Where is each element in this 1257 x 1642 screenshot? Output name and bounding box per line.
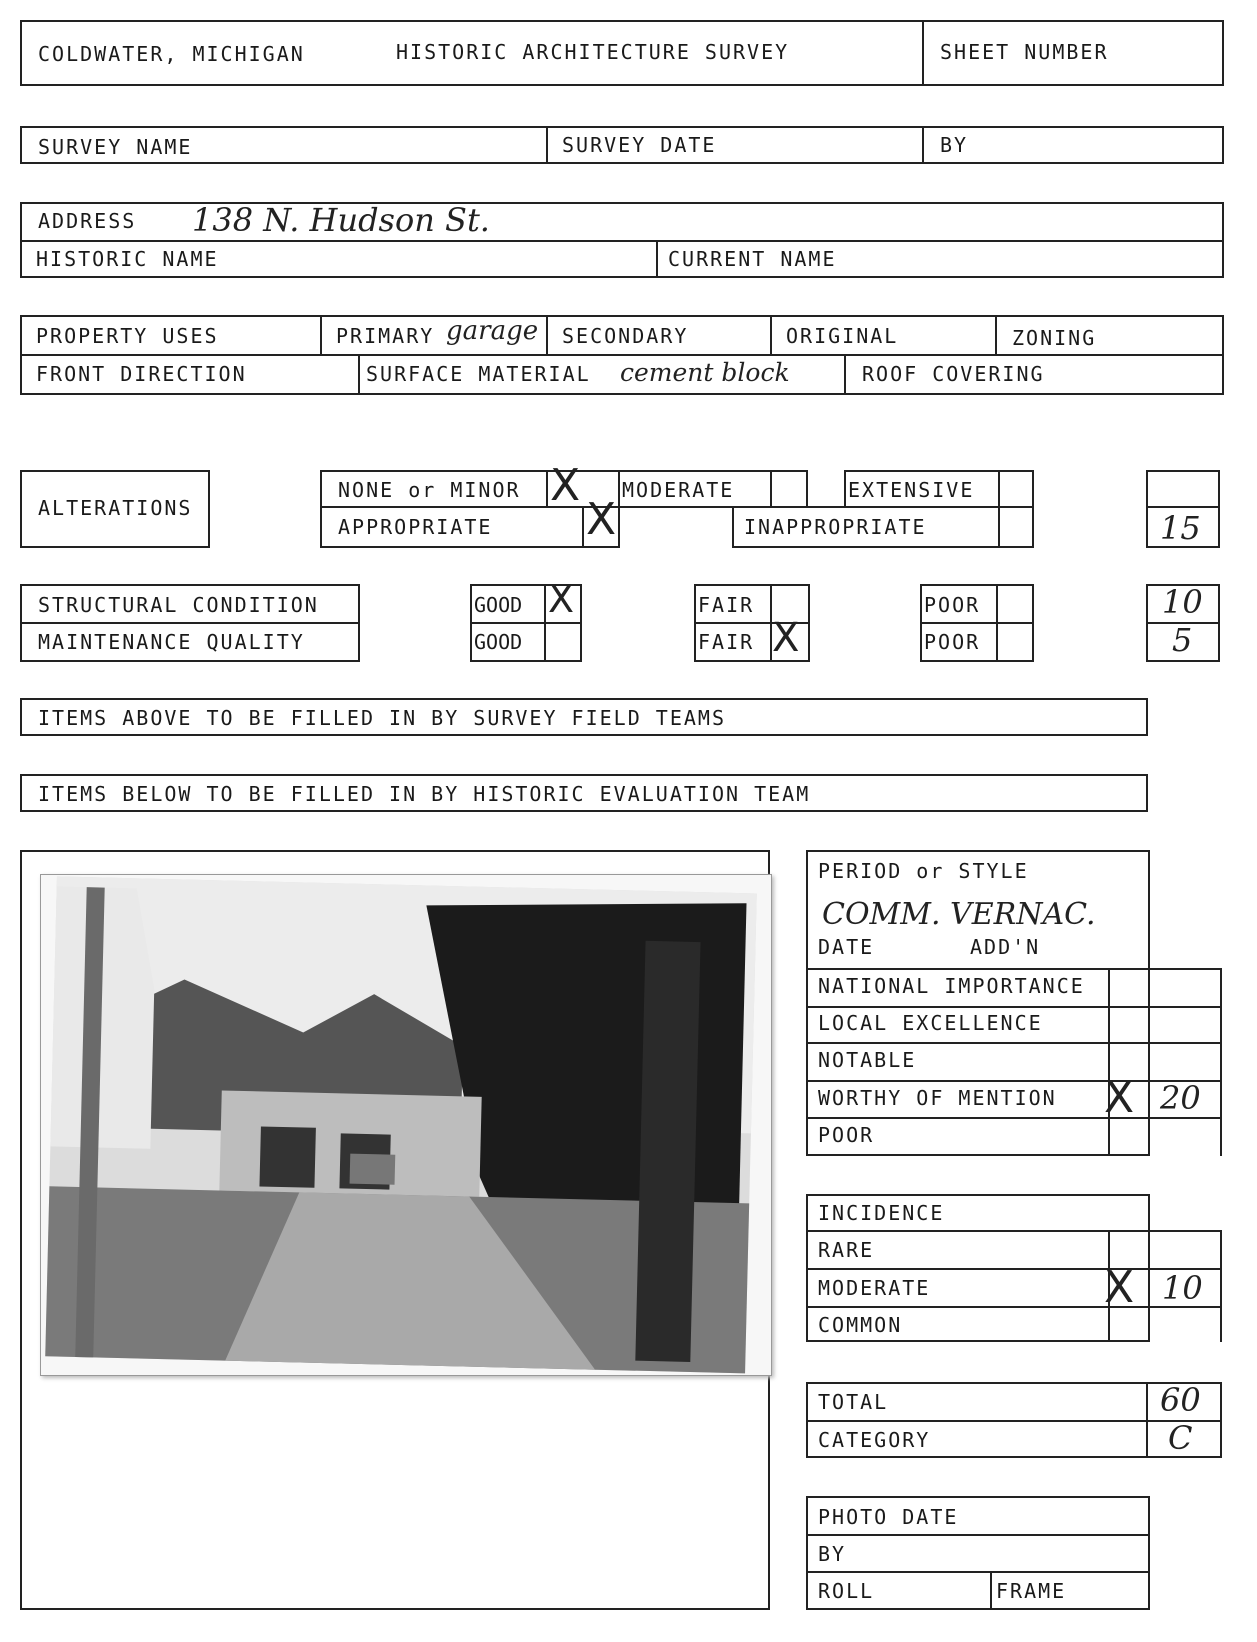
total-label: TOTAL	[818, 1390, 889, 1414]
note-below: ITEMS BELOW TO BE FILLED IN BY HISTORIC EVALUATION TEAM	[38, 782, 811, 806]
local-excellence-label: LOCAL EXCELLENCE	[818, 1011, 1043, 1035]
survey-date-label: SURVEY DATE	[562, 133, 717, 157]
maintenance-poor-label: POOR	[924, 630, 981, 654]
notable-label: NOTABLE	[818, 1048, 917, 1072]
incidence-label: INCIDENCE	[818, 1201, 945, 1225]
date-label: DATE	[818, 935, 875, 959]
zoning-label: ZONING	[1012, 326, 1097, 350]
front-direction-label: FRONT DIRECTION	[36, 362, 247, 386]
survey-name-label: SURVEY NAME	[38, 135, 193, 159]
structural-score: 10	[1162, 583, 1203, 621]
property-uses-label: PROPERTY USES	[36, 324, 219, 348]
current-name-label: CURRENT NAME	[668, 247, 837, 271]
address-label: ADDRESS	[38, 209, 137, 233]
structural-good-check: X	[548, 577, 575, 621]
maintenance-score: 5	[1172, 621, 1193, 659]
primary-value: garage	[446, 316, 539, 346]
photo-by-label: BY	[818, 1542, 847, 1566]
roof-covering-label: ROOF COVERING	[862, 362, 1045, 386]
incidence-moderate-check: X	[1104, 1262, 1135, 1313]
total-value: 60	[1160, 1381, 1201, 1419]
period-style-label: PERIOD or STYLE	[818, 859, 1029, 883]
worthy-of-mention-label: WORTHY OF MENTION	[818, 1086, 1057, 1110]
note-above: ITEMS ABOVE TO BE FILLED IN BY SURVEY FIELD TEAMS	[38, 706, 727, 730]
roll-label: ROLL	[818, 1579, 875, 1603]
extensive-label: EXTENSIVE	[848, 478, 975, 502]
eval-poor-label: POOR	[818, 1123, 875, 1147]
surface-material-value: cement block	[620, 358, 790, 387]
category-value: C	[1168, 1419, 1193, 1457]
worthy-score: 20	[1160, 1079, 1201, 1117]
common-label: COMMON	[818, 1313, 903, 1337]
none-minor-label: NONE or MINOR	[338, 478, 521, 502]
sheet-number-label: SHEET NUMBER	[940, 40, 1109, 64]
rare-label: RARE	[818, 1238, 875, 1262]
incidence-moderate-label: MODERATE	[818, 1276, 931, 1300]
frame-label: FRAME	[996, 1579, 1067, 1603]
header-title: HISTORIC ARCHITECTURE SURVEY	[396, 40, 790, 64]
surface-material-label: SURFACE MATERIAL	[366, 362, 591, 386]
address-value: 138 N. Hudson St.	[192, 201, 490, 239]
addn-label: ADD'N	[970, 935, 1041, 959]
photo-image	[41, 875, 771, 1375]
maintenance-fair-label: FAIR	[698, 630, 755, 654]
maintenance-fair-check: X	[772, 615, 800, 661]
period-style-value: COMM. VERNAC.	[822, 897, 1096, 932]
appropriate-label: APPROPRIATE	[338, 515, 493, 539]
incidence-moderate-score: 10	[1162, 1269, 1203, 1307]
worthy-check: X	[1104, 1072, 1135, 1123]
alterations-score: 15	[1160, 509, 1201, 547]
structural-poor-label: POOR	[924, 593, 981, 617]
historic-name-label: HISTORIC NAME	[36, 247, 219, 271]
alterations-label: ALTERATIONS	[38, 496, 193, 520]
building-photo	[40, 874, 772, 1376]
primary-label: PRIMARY	[336, 324, 435, 348]
secondary-label: SECONDARY	[562, 324, 689, 348]
structural-good-label: GOOD	[474, 593, 523, 617]
national-importance-label: NATIONAL IMPORTANCE	[818, 974, 1085, 998]
none-minor-check: X	[550, 460, 581, 511]
structural-fair-label: FAIR	[698, 593, 755, 617]
inappropriate-label: INAPPROPRIATE	[744, 515, 927, 539]
photo-date-label: PHOTO DATE	[818, 1505, 959, 1529]
structural-condition-label: STRUCTURAL CONDITION	[38, 593, 319, 617]
header-city: COLDWATER, MICHIGAN	[38, 42, 305, 66]
survey-by-label: BY	[940, 133, 969, 157]
category-label: CATEGORY	[818, 1428, 931, 1452]
maintenance-quality-label: MAINTENANCE QUALITY	[38, 630, 305, 654]
maintenance-good-label: GOOD	[474, 630, 523, 654]
moderate-label: MODERATE	[622, 478, 735, 502]
appropriate-check: X	[586, 494, 617, 545]
evaluation-block	[806, 850, 1150, 1156]
original-label: ORIGINAL	[786, 324, 899, 348]
